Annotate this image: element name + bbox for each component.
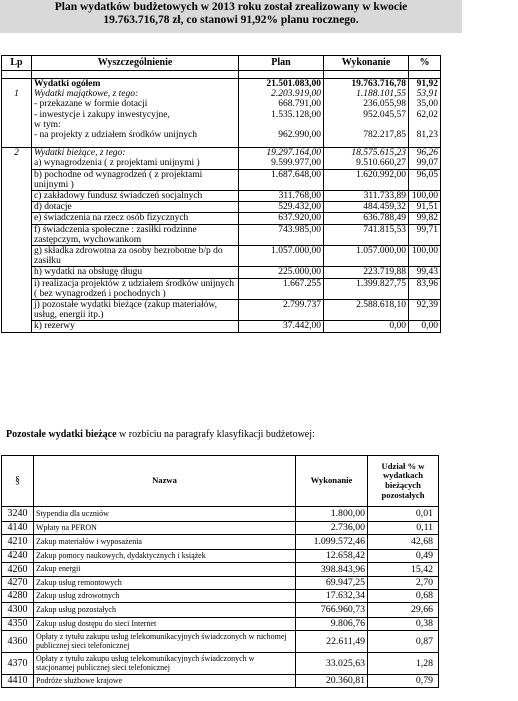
- table-row: [2, 631, 439, 653]
- spacer-row: [2, 140, 441, 148]
- table-row: [2, 169, 441, 190]
- table-row: [2, 246, 441, 267]
- cell-par: 4280: [2, 590, 34, 603]
- cell-pct: 99,71: [409, 224, 441, 245]
- table-row: [2, 130, 441, 140]
- cell-wyk: 741.815,53: [324, 224, 409, 245]
- cell-wyk: 636.788,49: [324, 213, 409, 224]
- cell-plan: 637.920,00: [239, 213, 324, 224]
- cell-wyk: 20.360,81: [296, 675, 368, 688]
- cell-wyk: 18.575.615,23: [324, 148, 409, 159]
- cell-wyk: 0,00: [324, 321, 409, 332]
- cell-wyk: 17.632,34: [296, 590, 368, 603]
- total-row: [2, 79, 441, 90]
- cell-pct: 29,66: [368, 603, 439, 618]
- cell-name: Zakup energii: [34, 563, 296, 577]
- cell-pct: 91,92: [409, 79, 441, 90]
- cell-pct: 96,05: [409, 169, 441, 190]
- cell-par: 4410: [2, 675, 34, 688]
- cell-par: 4360: [2, 631, 34, 653]
- cell-name: Wydatki majątkowe, z tego:: [32, 89, 239, 99]
- col-header-name: Nazwa: [34, 456, 296, 507]
- cell-plan: 1.667.255: [239, 278, 324, 299]
- col-header-lp: Lp: [2, 56, 32, 71]
- cell-pct: 96,26: [409, 148, 441, 159]
- cell-name: Podróże służbowe krajowe: [34, 675, 296, 688]
- cell-wyk: 2.736,00: [296, 522, 368, 535]
- cell-plan: 2.799.737: [239, 300, 324, 321]
- table-row: [2, 550, 439, 563]
- paragraph-breakdown-table: [1, 455, 439, 688]
- cell-name: j) pozostałe wydatki bieżące (zakup materiałów, usług, energii itp.): [32, 300, 239, 321]
- cell-name: Opłaty z tytułu zakupu usług telekomunikacyjnych świadczonych w ruchomej publicznej sieci telefonicznej: [34, 631, 296, 653]
- cell-name: Wydatki ogółem: [32, 79, 239, 90]
- table-row: [2, 321, 441, 332]
- table-row: [2, 110, 441, 120]
- col-header-par: §: [2, 456, 34, 507]
- cell-pct: 100,00: [409, 191, 441, 202]
- cell-pct: 53,91: [409, 89, 441, 99]
- cell-name: Wpłaty na PFRON: [34, 522, 296, 535]
- cell-lp: 1: [2, 89, 32, 99]
- cell-par: 4140: [2, 522, 34, 535]
- spacer-row: [2, 71, 441, 79]
- cell-pct: 99,82: [409, 213, 441, 224]
- table-row: [2, 603, 439, 618]
- table-row: [2, 278, 441, 299]
- cell-pct: 62,02: [409, 110, 441, 120]
- page-title: [0, 0, 462, 27]
- cell-wyk: 952.045,57: [324, 110, 409, 120]
- cell-plan: 962.990,00: [239, 130, 324, 140]
- cell-name: Wydatki bieżące, z tego:: [32, 148, 239, 159]
- cell-wyk: 1.099.572,46: [296, 535, 368, 550]
- cell-wyk: 1.057.000,00: [324, 246, 409, 267]
- table-row: [2, 507, 439, 522]
- cell-wyk: 236.055,98: [324, 99, 409, 109]
- cell-wyk: 22.611,49: [296, 631, 368, 653]
- table-row: [2, 120, 441, 130]
- table-row: [2, 522, 439, 535]
- cell-name: k) rezerwy: [32, 321, 239, 332]
- cell-pct: 99,07: [409, 158, 441, 169]
- cell-name: Zakup usług remontowych: [34, 577, 296, 590]
- cell-wyk: 33.025,63: [296, 653, 368, 675]
- cell-wyk: 782.217,85: [324, 130, 409, 140]
- cell-plan: 225.000,00: [239, 267, 324, 278]
- table-header-row: [2, 56, 441, 71]
- cell-pct: 91,51: [409, 202, 441, 213]
- cell-name: Zakup usług zdrowotnych: [34, 590, 296, 603]
- table-row: [2, 202, 441, 213]
- cell-wyk: 223.719,88: [324, 267, 409, 278]
- table-row: [2, 618, 439, 631]
- cell-name: a) wynagrodzenia ( z projektami unijnymi ): [32, 158, 239, 169]
- col-header-wyk: Wykonanie: [324, 56, 409, 71]
- table-row: [2, 148, 441, 159]
- cell-plan: 1.535.128,00: [239, 110, 324, 120]
- table-row: [2, 267, 441, 278]
- cell-pct: 0,49: [368, 550, 439, 563]
- cell-pct: 0,11: [368, 522, 439, 535]
- cell-name: - przekazane w formie dotacji: [32, 99, 239, 109]
- col-header-pct: Udział % w wydatkach bieżących pozostałych: [368, 456, 439, 507]
- cell-wyk: 766.960,73: [296, 603, 368, 618]
- cell-name: i) realizacja projektów z udziałem środków unijnych ( bez wynagrodzeń i pochodnych ): [32, 278, 239, 299]
- cell-lp: [2, 79, 32, 90]
- cell-wyk: 12.658,42: [296, 550, 368, 563]
- table-row: [2, 675, 439, 688]
- cell-name: Zakup usług dostępu do sieci Internet: [34, 618, 296, 631]
- cell-plan: 21.501.083,00: [239, 79, 324, 90]
- cell-name: Zakup usług pozostałych: [34, 603, 296, 618]
- cell-name: b) pochodne od wynagrodzeń ( z projektami unijnymi ): [32, 169, 239, 190]
- cell-pct: 0,00: [409, 321, 441, 332]
- cell-name: d) dotacje: [32, 202, 239, 213]
- table-row: [2, 224, 441, 245]
- cell-name: g) składka zdrowotna za osoby bezrobotne b/p do zasiłku: [32, 246, 239, 267]
- cell-pct: 35,00: [409, 99, 441, 109]
- table-row: [2, 653, 439, 675]
- cell-name: h) wydatki na obsługę długu: [32, 267, 239, 278]
- cell-pct: 0,01: [368, 507, 439, 522]
- cell-wyk: 19.763.716,78: [324, 79, 409, 90]
- table-row: [2, 535, 439, 550]
- subtitle-bold: Pozostałe wydatki bieżące: [6, 429, 117, 440]
- cell-name: Opłaty z tytułu zakupu usług telekomunikacyjnych świadczonych w stacjonarnej publicznej sieci telefonicznej: [34, 653, 296, 675]
- cell-wyk: 1.188.101,55: [324, 89, 409, 99]
- title-line-1: Plan wydatków budżetowych w 2013 roku został zrealizowany w kwocie: [54, 1, 408, 13]
- title-line-2: 19.763.716,78 zł, co stanowi 91,92% planu rocznego.: [103, 14, 359, 26]
- cell-pct: 0,87: [368, 631, 439, 653]
- table-row: [2, 89, 441, 99]
- col-header-wyk: Wykonanie: [296, 456, 368, 507]
- subtitle-rest: w rozbiciu na paragrafy klasyfikacji budżetowej:: [116, 429, 315, 440]
- cell-wyk: 484.459,32: [324, 202, 409, 213]
- cell-plan: 19.297.164,00: [239, 148, 324, 159]
- cell-par: 3240: [2, 507, 34, 522]
- table-row: [2, 213, 441, 224]
- cell-pct: 81,23: [409, 130, 441, 140]
- cell-par: 4260: [2, 563, 34, 577]
- cell-plan: 529.432,00: [239, 202, 324, 213]
- cell-wyk: 9.806,76: [296, 618, 368, 631]
- table-header-row: [2, 456, 439, 507]
- cell-pct: 2,70: [368, 577, 439, 590]
- cell-plan: 743.985,00: [239, 224, 324, 245]
- cell-lp: 2: [2, 148, 32, 159]
- cell-wyk: 69.947,25: [296, 577, 368, 590]
- cell-name: Zakup materiałów i wyposażenia: [34, 535, 296, 550]
- table-row: [2, 563, 439, 577]
- cell-pct: 42,68: [368, 535, 439, 550]
- cell-pct: 0,38: [368, 618, 439, 631]
- cell-par: 4210: [2, 535, 34, 550]
- cell-name: e) świadczenia na rzecz osób fizycznych: [32, 213, 239, 224]
- table-row: [2, 577, 439, 590]
- col-header-pct: %: [409, 56, 441, 71]
- cell-name: w tym:: [32, 120, 239, 130]
- cell-wyk: 1.399.827,75: [324, 278, 409, 299]
- table-row: [2, 191, 441, 202]
- cell-pct: 15,42: [368, 563, 439, 577]
- cell-plan: 9.599.977,00: [239, 158, 324, 169]
- cell-wyk: 1.620.992,00: [324, 169, 409, 190]
- cell-par: 4350: [2, 618, 34, 631]
- cell-pct: 1,28: [368, 653, 439, 675]
- cell-par: 4370: [2, 653, 34, 675]
- budget-summary-table: [1, 55, 441, 333]
- table-row: [2, 300, 441, 321]
- cell-par: 4270: [2, 577, 34, 590]
- cell-plan: 1.687.648,00: [239, 169, 324, 190]
- cell-name: Zakup pomocy naukowych, dydaktycznych i książek: [34, 550, 296, 563]
- section-subtitle: [6, 429, 315, 440]
- cell-wyk: 311.733,89: [324, 191, 409, 202]
- cell-pct: 92,39: [409, 300, 441, 321]
- cell-plan: 668.791,00: [239, 99, 324, 109]
- cell-par: 4300: [2, 603, 34, 618]
- cell-name: - inwestycje i zakupy inwestycyjne,: [32, 110, 239, 120]
- cell-wyk: 398.843,96: [296, 563, 368, 577]
- cell-name: Stypendia dla uczniów: [34, 507, 296, 522]
- table-row: [2, 158, 441, 169]
- table-row: [2, 99, 441, 109]
- cell-plan: 311.768,00: [239, 191, 324, 202]
- cell-wyk: 9.510.660,27: [324, 158, 409, 169]
- cell-name: c) zakładowy fundusz świadczeń socjalnych: [32, 191, 239, 202]
- cell-par: 4240: [2, 550, 34, 563]
- cell-pct: 0,79: [368, 675, 439, 688]
- cell-name: f) świadczenia społeczne : zasiłki rodzinne zastępczym, wychowankom: [32, 224, 239, 245]
- cell-pct: 0,68: [368, 590, 439, 603]
- cell-pct: 100,00: [409, 246, 441, 267]
- cell-plan: 1.057.000,00: [239, 246, 324, 267]
- cell-plan: 2.203.919,00: [239, 89, 324, 99]
- cell-pct: 99,43: [409, 267, 441, 278]
- cell-pct: 83,96: [409, 278, 441, 299]
- col-header-plan: Plan: [239, 56, 324, 71]
- cell-wyk: 2.588.618,10: [324, 300, 409, 321]
- cell-wyk: 1.800,00: [296, 507, 368, 522]
- col-header-name: Wyszczególnienie: [32, 56, 239, 71]
- cell-plan: 37.442,00: [239, 321, 324, 332]
- table-row: [2, 590, 439, 603]
- cell-name: - na projekty z udziałem środków unijnych: [32, 130, 239, 140]
